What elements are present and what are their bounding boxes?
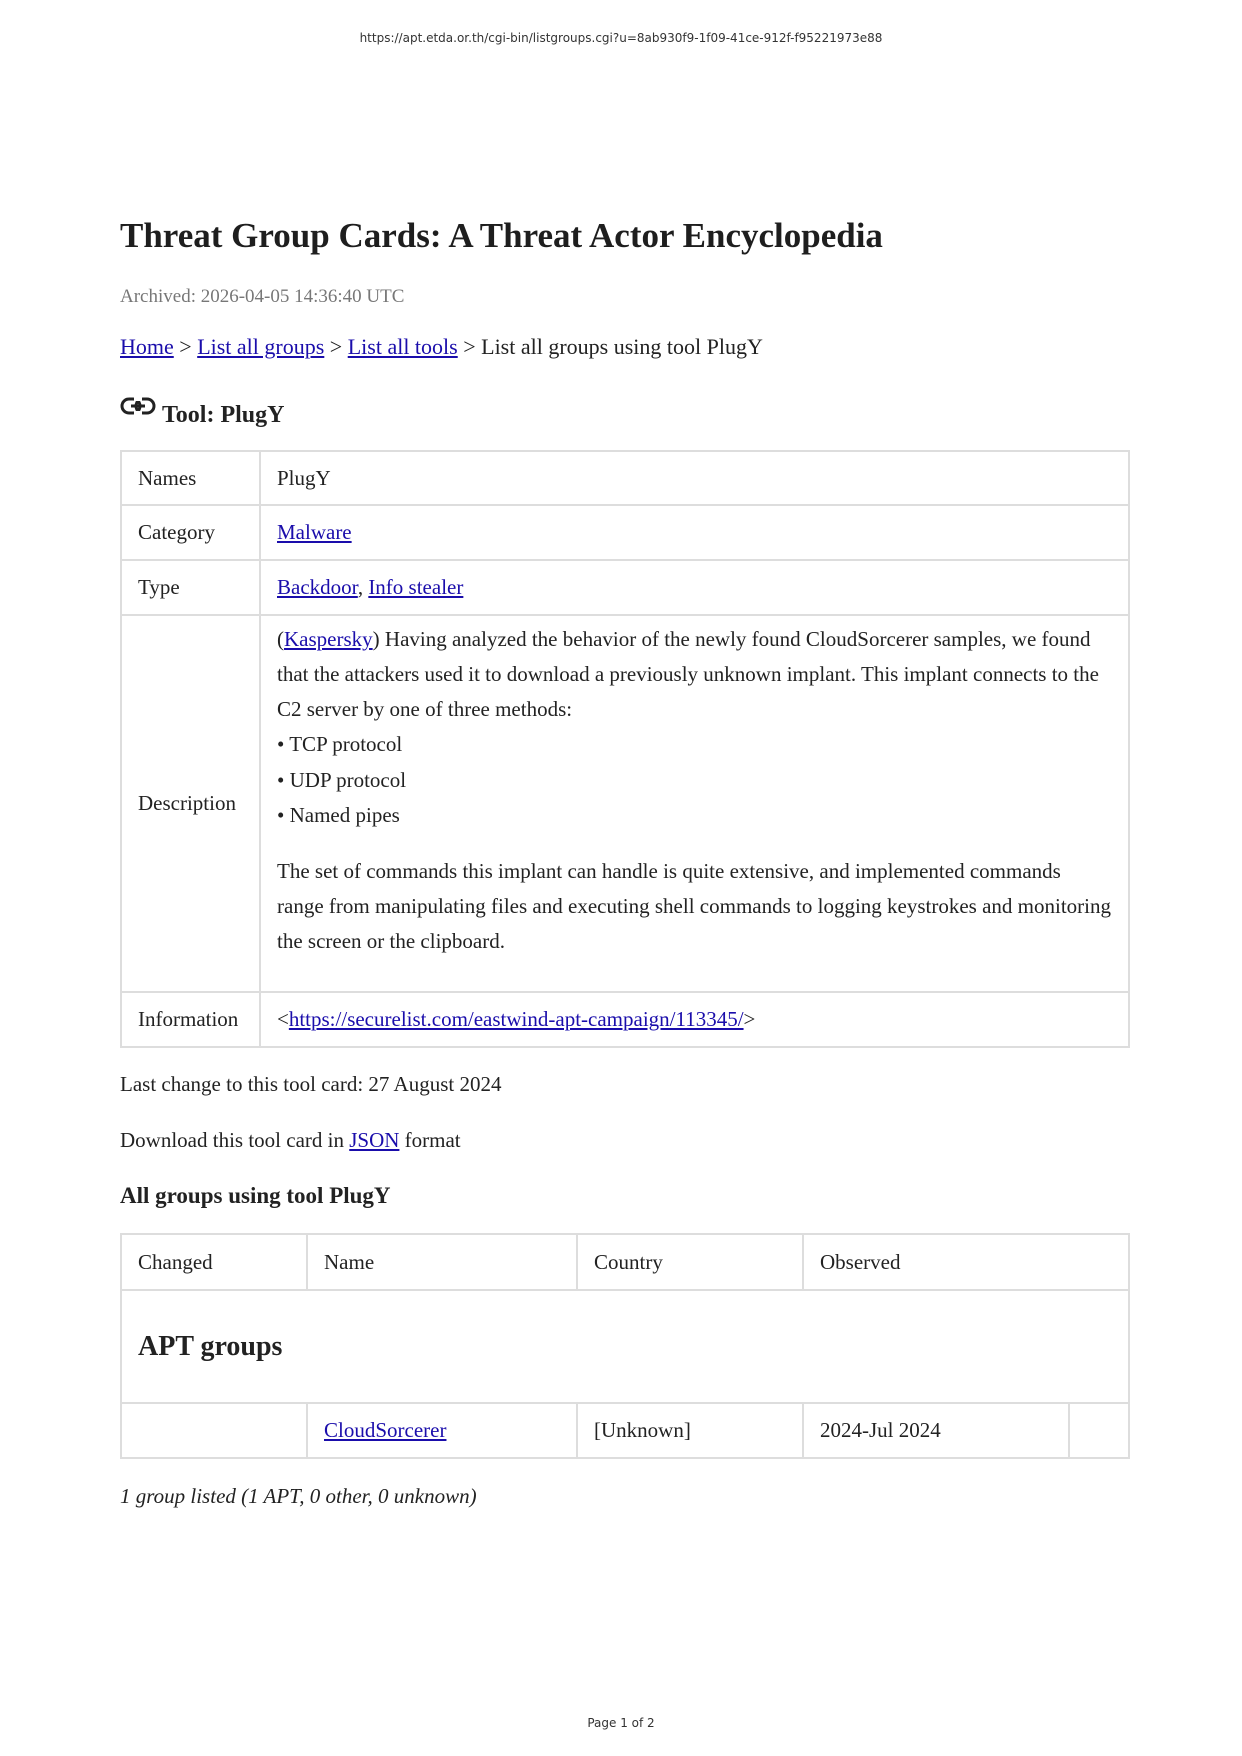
breadcrumb-home-link[interactable]: Home: [120, 334, 174, 359]
type-label: Type: [121, 560, 260, 615]
type-link-backdoor[interactable]: Backdoor: [277, 575, 358, 599]
information-label: Information: [121, 992, 260, 1047]
download-line: [120, 1125, 1130, 1155]
header-name: Name: [307, 1234, 577, 1290]
header-observed: Observed: [803, 1234, 1129, 1290]
description-para2: The set of commands this implant can handle is quite extensive, and implemented commands range from manipulating files and executing shell commands to logging keystrokes and monitoring the screen or the clipboard.: [277, 858, 1111, 953]
table-row: [121, 451, 1129, 505]
list-item: • UDP protocol: [277, 763, 1112, 799]
table-row: [121, 615, 1129, 992]
row-country: [Unknown]: [577, 1403, 803, 1458]
json-download-link[interactable]: JSON: [349, 1128, 400, 1152]
names-label: Names: [121, 451, 260, 505]
section-row: [121, 1290, 1129, 1403]
methods-list: [277, 727, 1112, 834]
description-label: Description: [121, 615, 260, 992]
breadcrumb-groups-link[interactable]: List all groups: [197, 334, 325, 359]
groups-summary: 1 group listed (1 APT, 0 other, 0 unknown): [120, 1484, 477, 1508]
breadcrumb-separator: >: [173, 334, 198, 359]
print-header-url: https://apt.etda.or.th/cgi-bin/listgroups.cgi?u=8ab930f9-1f09-41ce-912f-f95221973e88: [359, 31, 883, 45]
download-suffix: format: [399, 1128, 461, 1152]
apt-groups-heading: APT groups: [121, 1290, 1129, 1403]
breadcrumb-separator: >: [324, 334, 348, 359]
information-cell: [260, 992, 1129, 1047]
archived-timestamp: Archived: 2026-04-05 14:36:40 UTC: [120, 286, 405, 307]
table-row: [121, 560, 1129, 615]
page-title: Threat Group Cards: A Threat Actor Encyclopedia: [120, 216, 883, 255]
type-link-info-stealer[interactable]: Info stealer: [368, 575, 464, 599]
list-item: • Named pipes: [277, 798, 1112, 834]
row-extra: [1069, 1403, 1129, 1458]
page-number: Page 1 of 2: [587, 1716, 655, 1730]
table-header-row: [121, 1234, 1129, 1290]
download-prefix: Download this tool card in: [120, 1128, 350, 1152]
category-label: Category: [121, 505, 260, 560]
groups-table: [120, 1233, 1130, 1459]
type-separator: ,: [357, 575, 369, 599]
breadcrumb-tools-link[interactable]: List all tools: [347, 334, 458, 359]
table-row: [121, 992, 1129, 1047]
tool-title: Tool: PlugY: [162, 402, 285, 428]
breadcrumb-current: > List all groups using tool PlugY: [457, 334, 763, 359]
securelist-link[interactable]: https://securelist.com/eastwind-apt-campaign/113345/: [288, 1007, 744, 1031]
table-row: [121, 1403, 1129, 1458]
row-observed: 2024-Jul 2024: [803, 1403, 1069, 1458]
description-cell: [260, 615, 1129, 992]
description-intro: [277, 622, 1112, 727]
main-content: [120, 212, 1130, 1511]
kaspersky-link[interactable]: Kaspersky: [284, 627, 373, 651]
names-value: PlugY: [260, 451, 1129, 505]
angle-close: >: [743, 1007, 756, 1031]
category-link[interactable]: Malware: [277, 520, 352, 544]
breadcrumb: [120, 332, 1130, 362]
paren-open: (: [277, 627, 284, 651]
last-change: Last change to this tool card: 27 August 2024: [120, 1072, 502, 1096]
category-cell: [260, 505, 1129, 560]
list-item: • TCP protocol: [277, 727, 1112, 763]
row-name: [307, 1403, 577, 1458]
angle-open: <: [277, 1007, 289, 1031]
tool-info-table: [120, 450, 1130, 1048]
link-icon: [120, 396, 156, 418]
table-row: [121, 505, 1129, 560]
groups-heading: All groups using tool PlugY: [120, 1183, 391, 1208]
header-country: Country: [577, 1234, 803, 1290]
tool-heading: [120, 390, 1130, 430]
row-changed: [121, 1403, 307, 1458]
type-cell: [260, 560, 1129, 615]
header-changed: Changed: [121, 1234, 307, 1290]
cloudsorcerer-link[interactable]: CloudSorcerer: [324, 1418, 447, 1442]
description-intro-text: ) Having analyzed the behavior of the newly found CloudSorcerer samples, we found that the attackers used it to download a previously unknown implant. This implant connects to the C2 server by one of three methods:: [277, 627, 1099, 721]
